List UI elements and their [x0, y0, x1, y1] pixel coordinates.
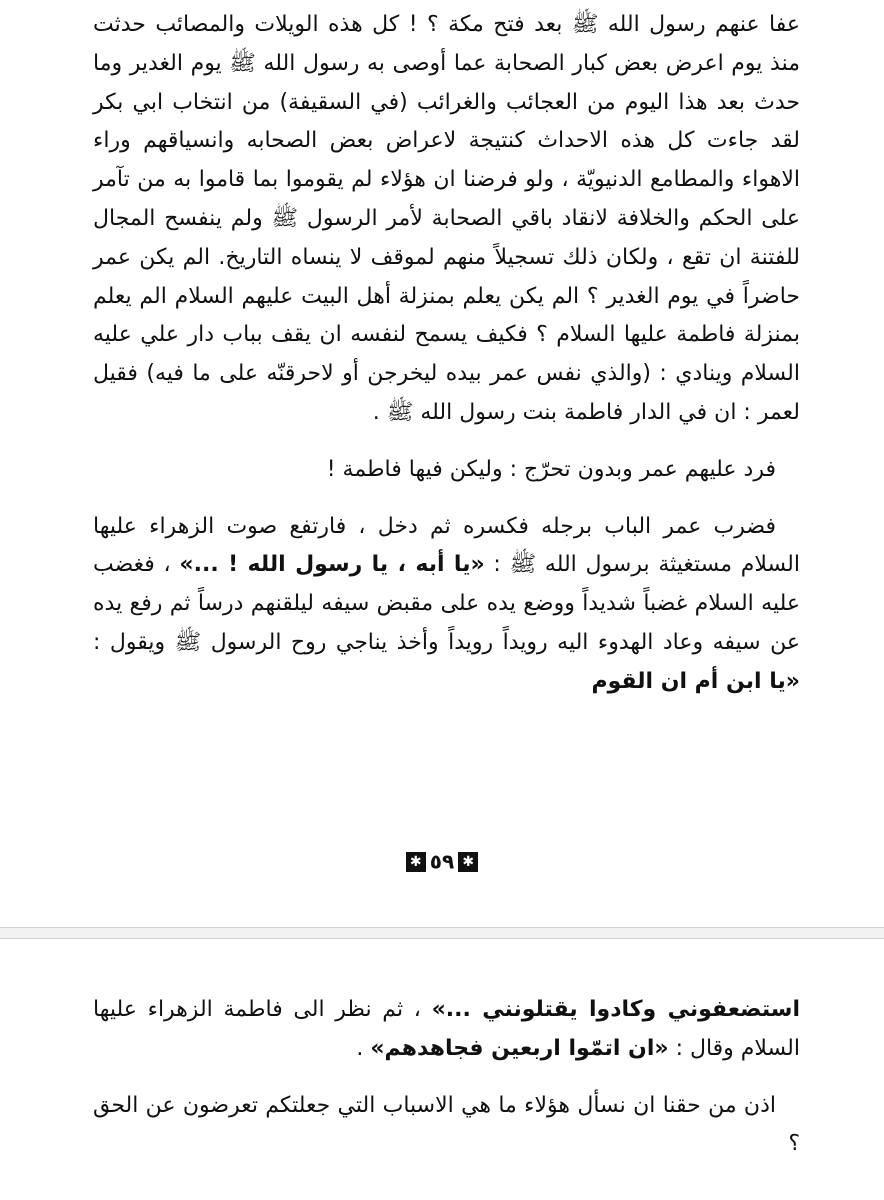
page-number-value: ٥٩	[429, 849, 455, 874]
paragraph-4-text-end: .	[356, 1035, 371, 1061]
paragraph-4-quote-2: «ان اتمّوا اربعين فجاهدهم»	[370, 1035, 669, 1061]
ornament-icon: ✱	[458, 852, 478, 872]
paragraph-3-text-middle: ، فغضب عليه السلام غضباً شديداً ووضع يده على مقبض سيفه ليلقنهم درساً ثم رفع يده عن سيفه وعاد الهدوء اليه رويداً رويداً وأخذ يناجي روح الرسول ﷺ ويقول :	[93, 552, 800, 655]
paragraph-3	[93, 508, 800, 702]
paragraph-1: عفا عنهم رسول الله ﷺ بعد فتح مكة ؟ ! كل هذه الويلات والمصائب حدثت منذ يوم اعرض بعض كبار الصحابة عما أوصى به رسول الله ﷺ يوم الغدير وما حدث بعد هذا اليوم من العجائب والغرائب (في السقيفة) من انتخاب ابي بكر لقد جاءت كل هذه الاحداث كنتيجة لاعراض بعض الصحابه وانسياقهم وراء الاهواء والمطامع الدنيويّة ، ولو فرضنا ان هؤلاء لم يقوموا بما قاموا به من تآمر على الحكم والخلافة لانقاد باقي الصحابة لأمر الرسول ﷺ ولم ينفسح المجال للفتنة ان تقع ، ولكان ذلك تسجيلاً منهم لموقف لا ينساه التاريخ. الم يكن عمر حاضراً في يوم الغدير ؟ الم يكن يعلم بمنزلة أهل البيت عليهم السلام الم يعلم بمنزلة فاطمة عليها السلام ؟ فكيف يسمح لنفسه ان يقف بباب دار علي عليه السلام وينادي : (والذي نفس عمر بيده ليخرجن أو لاحرقنّه على ما فيه) فقيل لعمر : ان في الدار فاطمة بنت رسول الله ﷺ .	[93, 12, 800, 425]
paragraph-3-quote-1: «يا أبه ، يا رسول الله ! ...»	[179, 552, 485, 578]
bottom-page	[0, 938, 884, 1200]
paragraph-4-text-middle: ، ثم نظر الى فاطمة الزهراء عليها السلام وقال :	[93, 997, 800, 1061]
paragraph-5: اذن من حقنا ان نسأل هؤلاء ما هي الاسباب التي جعلتكم تعرضون عن الحق ؟	[93, 1092, 800, 1157]
paragraph-3-quote-2: «يا ابن أم ان القوم	[591, 668, 800, 694]
paragraph-2: فرد عليهم عمر وبدون تحرّج : وليكن فيها فاطمة !	[326, 456, 776, 482]
page-number	[0, 848, 884, 874]
paragraph-3-text-before: فضرب عمر الباب برجله فكسره ثم دخل ، فارتفع صوت الزهراء عليها السلام مستغيثة برسول الله ﷺ :	[93, 513, 800, 578]
ornament-icon: ✱	[406, 852, 426, 872]
paragraph-4	[93, 991, 800, 1069]
bottom-page-text	[93, 991, 800, 1164]
paragraph-4-quote-start: استضعفوني وكادوا يقتلونني ...»	[431, 997, 800, 1022]
top-page-text	[93, 6, 800, 702]
